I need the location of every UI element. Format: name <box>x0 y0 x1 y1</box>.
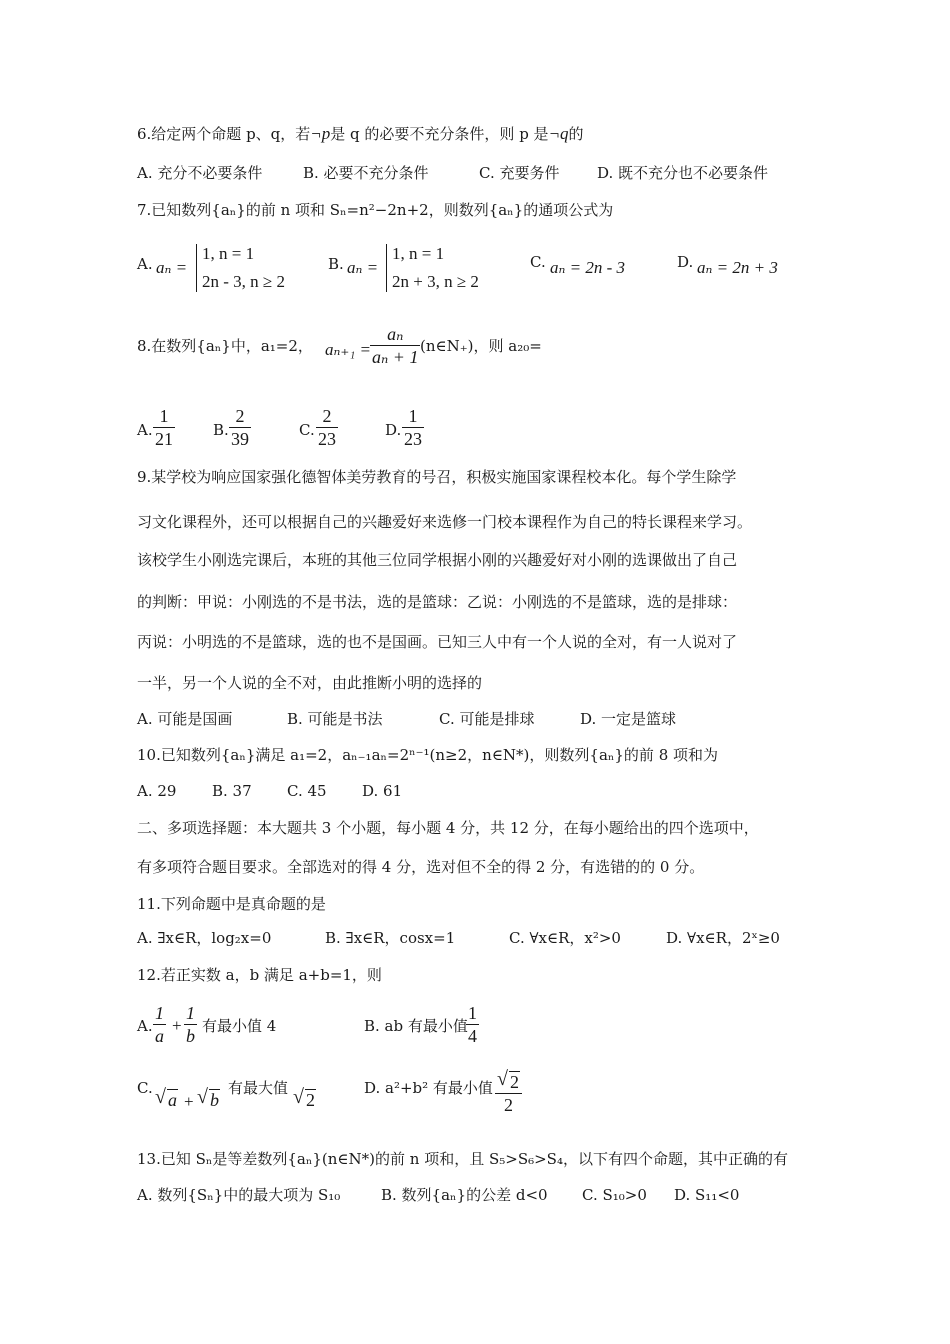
q11-option-d: D. ∀x∈R，2ˣ≥0 <box>666 929 780 947</box>
q13-option-c: C. S₁₀>0 <box>582 1186 647 1204</box>
q8-c-den: 23 <box>318 429 336 449</box>
q13-stem: 13.已知 Sₙ是等差数列{aₙ}(n∈N*)的前 n 项和，且 S₅>S₆>S₄，以下有四个命题，其中正确的有 <box>137 1150 788 1168</box>
q13-option-b: B. 数列{aₙ}的公差 d<0 <box>381 1186 548 1204</box>
q9-option-b: B. 可能是书法 <box>287 710 383 728</box>
q8-d-frac <box>402 405 424 450</box>
q12-c-r2: b <box>210 1090 219 1110</box>
q12-c-sqrt-b: √ b <box>197 1086 219 1110</box>
q11-option-b: B. ∃x∈R，cosx=1 <box>325 929 456 947</box>
q8-d-den: 23 <box>404 429 422 449</box>
q7-c-label: C. <box>530 253 546 271</box>
q12-c-val: 2 <box>306 1090 315 1110</box>
q7-b-label: B. <box>328 255 344 273</box>
q12-c-text: 有最大值 <box>228 1079 289 1097</box>
q10-option-c: C. 45 <box>287 782 327 800</box>
q6-stem-part: 6.给定两个命题 p、q，若 <box>137 125 311 143</box>
q12-c-sqrt-val: √ 2 <box>293 1086 315 1110</box>
q6-option-d: D. 既不充分也不必要条件 <box>597 164 769 182</box>
q8-frac-num: aₙ <box>370 323 420 346</box>
q12-b-frac <box>466 1002 479 1047</box>
q13-option-d: D. S₁₁<0 <box>674 1186 740 1204</box>
q7-c-expr: aₙ = 2n - 3 <box>550 258 626 277</box>
q10-option-a: A. 29 <box>137 782 177 800</box>
q8-stem-b: (n∈N₊)，则 a₂₀= <box>420 337 542 355</box>
q6-option-c: C. 充要务件 <box>479 164 560 182</box>
q8-a-label: A. <box>137 421 153 439</box>
q12-a-frac1 <box>153 1002 166 1047</box>
q6-stem <box>137 124 584 144</box>
q9-line: 该校学生小刚选完课后，本班的其他三位同学根据小刚的兴趣爱好对小刚的选课做出了自己 <box>137 551 738 569</box>
q8-frac-den: aₙ + 1 <box>372 347 419 367</box>
q7-d-expr: aₙ = 2n + 3 <box>697 258 778 277</box>
q12-c-plus: + <box>184 1092 194 1111</box>
q12-d-den: 2 <box>504 1095 513 1115</box>
q8-c-num: 2 <box>316 405 338 428</box>
q12-stem: 12.若正实数 a，b 满足 a+b=1，则 <box>137 966 382 984</box>
q7-stem: 7.已知数列{aₙ}的前 n 项和 Sₙ=n²−2n+2，则数列{aₙ}的通项公式为 <box>137 201 614 219</box>
q6-stem-part: 是 q 的必要不充分条件，则 p 是 <box>330 125 549 143</box>
q7-b-case1: 1, n = 1 <box>392 244 445 263</box>
q8-c-frac <box>316 405 338 450</box>
q12-a-f1-den: a <box>155 1026 164 1046</box>
q6-not-p: ¬p <box>310 124 331 143</box>
q9-line: 的判断：甲说：小刚选的不是书法，选的是篮球：乙说：小刚选的不是篮球，选的是排球： <box>137 593 738 611</box>
q11-stem: 11.下列命题中是真命题的是 <box>137 895 326 913</box>
q8-a-frac <box>153 405 175 450</box>
q9-line: 一半，另一个人说的全不对，由此推断小明的选择的 <box>137 674 483 692</box>
q8-a-den: 21 <box>155 429 173 449</box>
q9-line: 丙说：小明选的不是篮球，选的也不是国画。已知三人中有一个人说的全对，有一人说对了 <box>137 633 738 651</box>
q6-option-b: B. 必要不充分条件 <box>303 164 429 182</box>
q7-a-case1: 1, n = 1 <box>202 244 255 263</box>
q12-d-text: D. a²+b² 有最小值 <box>364 1079 493 1097</box>
q6-not-q: ¬q <box>548 124 569 143</box>
q8-b-frac <box>229 405 251 450</box>
q12-b-text: B. ab 有最小值 <box>364 1017 468 1035</box>
q12-c-label: C. <box>137 1079 153 1097</box>
q9-option-c: C. 可能是排球 <box>439 710 535 728</box>
q12-b-den: 4 <box>468 1026 477 1046</box>
q7-d-label: D. <box>677 253 694 271</box>
q7-b-lhs: aₙ = <box>347 258 379 277</box>
q11-option-c: C. ∀x∈R，x²>0 <box>509 929 621 947</box>
q8-a-num: 1 <box>153 405 175 428</box>
q8-fraction <box>370 323 420 368</box>
q12-c-sqrt-a: √ a <box>155 1086 177 1110</box>
q8-d-label: D. <box>385 421 402 439</box>
q12-d-frac: √ 2 2 <box>495 1071 522 1116</box>
q12-a-f2-den: b <box>186 1026 195 1046</box>
q12-a-f2-num: 1 <box>186 1003 195 1023</box>
q7-a-lhs: aₙ = <box>156 258 188 277</box>
q7-b-case2: 2n + 3, n ≥ 2 <box>392 272 479 291</box>
q8-c-label: C. <box>299 421 315 439</box>
q11-option-a: A. ∃x∈R，log₂x=0 <box>137 929 272 947</box>
q6-stem-part: 的 <box>568 125 584 143</box>
q8-lhs: aₙ₊₁ = <box>325 340 371 359</box>
q12-d-num: 2 <box>510 1072 519 1092</box>
q9-line: 9.某学校为响应国家强化德智体美劳教育的号召，积极实施国家课程校本化。每个学生除学 <box>137 468 737 486</box>
q12-a-f1-num: 1 <box>155 1003 164 1023</box>
q12-a-text: 有最小值 4 <box>202 1017 277 1035</box>
q7-a-label: A. <box>137 255 153 273</box>
q7-a-case2: 2n - 3, n ≥ 2 <box>202 272 285 291</box>
section2-line: 二、多项选择题：本大题共 3 个小题，每小题 4 分，共 12 分，在每小题给出的四个选项中， <box>137 819 759 837</box>
q12-b-num: 1 <box>468 1003 477 1023</box>
q10-option-b: B. 37 <box>212 782 252 800</box>
q8-d-num: 1 <box>402 405 424 428</box>
q8-b-den: 39 <box>231 429 249 449</box>
q9-option-d: D. 一定是篮球 <box>580 710 677 728</box>
q9-option-a: A. 可能是国画 <box>137 710 233 728</box>
q6-option-a: A. 充分不必要条件 <box>137 164 263 182</box>
q12-a-frac2 <box>184 1002 197 1047</box>
q8-stem-a: 8.在数列{aₙ}中，a₁=2， <box>137 337 313 355</box>
q12-a-label: A. <box>137 1017 153 1035</box>
section2-line: 有多项符合题目要求。全部选对的得 4 分，选对但不全的得 2 分，有选错的的 0 分。 <box>137 858 705 876</box>
q10-stem: 10.已知数列{aₙ}满足 a₁=2，aₙ₋₁aₙ=2ⁿ⁻¹(n≥2，n∈N*)，则数列{aₙ}的前 8 项和为 <box>137 746 719 764</box>
q12-a-plus: + <box>172 1016 182 1035</box>
q9-line: 习文化课程外，还可以根据自己的兴趣爱好来选修一门校本课程作为自己的特长课程来学习。 <box>137 513 753 531</box>
q8-b-num: 2 <box>229 405 251 428</box>
q13-option-a: A. 数列{Sₙ}中的最大项为 S₁₀ <box>137 1186 341 1204</box>
q10-option-d: D. 61 <box>362 782 403 800</box>
q8-b-label: B. <box>213 421 229 439</box>
q12-c-r1: a <box>168 1090 177 1110</box>
